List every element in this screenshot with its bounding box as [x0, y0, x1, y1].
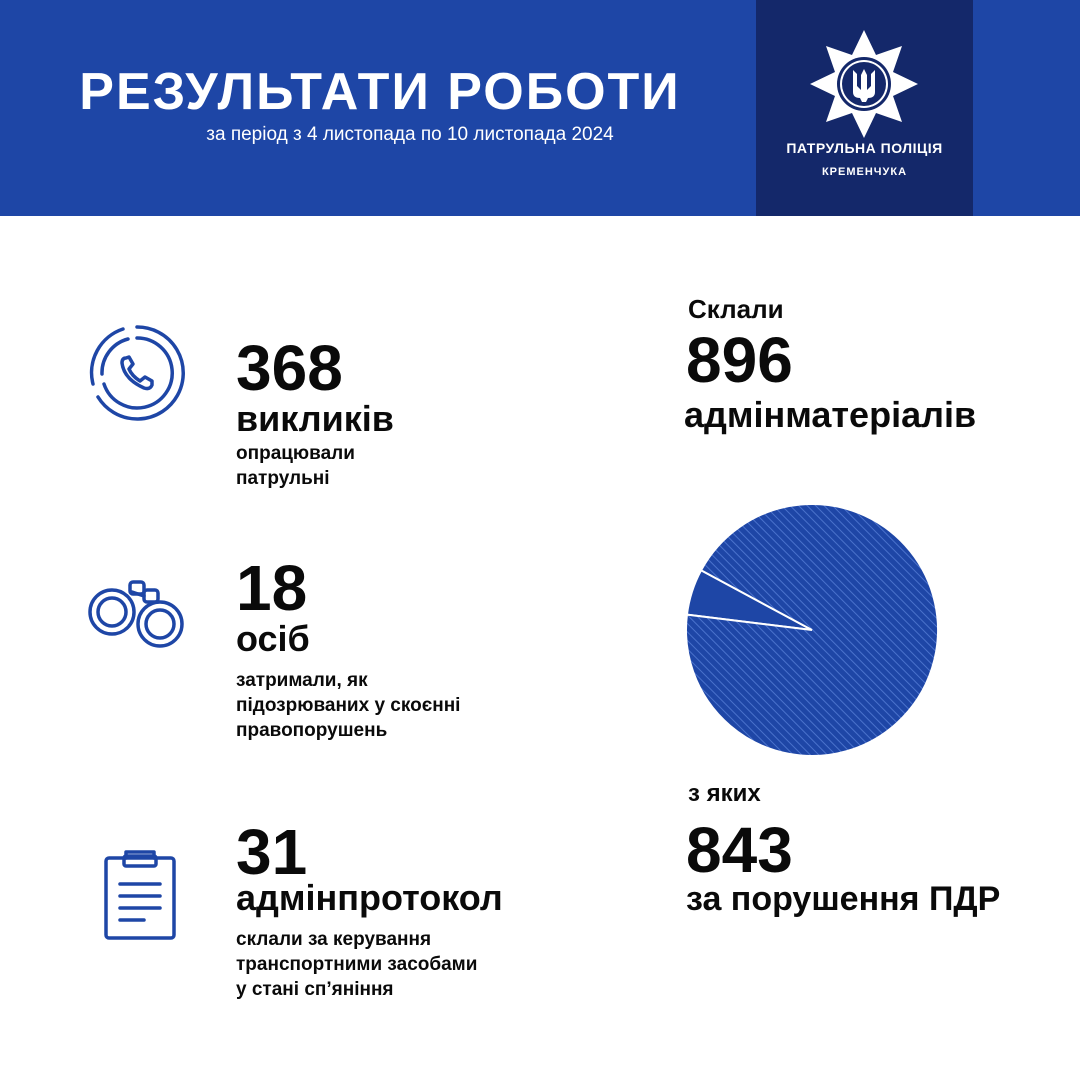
handcuffs-icon — [86, 578, 190, 660]
protocols-description-line: у стані сп’яніння — [236, 979, 394, 1000]
calls-description-line: патрульні — [236, 468, 330, 489]
period-subtitle: за період з 4 листопада по 10 листопада 2024 — [206, 124, 614, 145]
brand-city: КРЕМЕНЧУКА — [821, 166, 908, 178]
admin-total-unit: адмінматеріалів — [684, 394, 977, 435]
protocols-description-line: склали за керування — [236, 929, 432, 950]
calls-description — [236, 441, 355, 491]
admin-label-top: Склали — [688, 294, 784, 324]
admin-sub-number: 843 — [686, 814, 793, 886]
calls-unit: викликів — [236, 398, 394, 439]
calls-number: 368 — [236, 332, 343, 404]
detained-description — [236, 668, 460, 743]
admin-label-sub: з яких — [688, 780, 761, 807]
detained-number: 18 — [236, 552, 308, 624]
admin-pie-chart — [682, 500, 942, 760]
brand-panel — [756, 0, 973, 216]
brand-name: ПАТРУЛЬНА ПОЛІЦІЯ — [786, 140, 943, 156]
protocols-description-line: транспортними засобами — [236, 954, 478, 975]
detained-unit: осіб — [236, 618, 310, 659]
clipboard-icon — [100, 848, 180, 942]
pie-slice — [686, 504, 938, 756]
protocols-description — [236, 927, 477, 1002]
calls-description-line: опрацювали — [236, 443, 355, 464]
admin-sub-label: за порушення ПДР — [686, 880, 1001, 918]
detained-description-line: правопорушень — [236, 720, 388, 741]
detained-description-line: затримали, як — [236, 670, 368, 691]
page-title: РЕЗУЛЬТАТИ РОБОТИ — [79, 63, 681, 121]
phone-icon — [88, 324, 186, 422]
police-star-icon — [806, 26, 922, 142]
protocols-unit: адмінпротокол — [236, 877, 503, 918]
protocols-number: 31 — [236, 816, 308, 888]
detained-description-line: підозрюваних у скоєнні — [236, 695, 461, 716]
header-banner — [0, 0, 1080, 216]
admin-total-number: 896 — [686, 324, 793, 396]
